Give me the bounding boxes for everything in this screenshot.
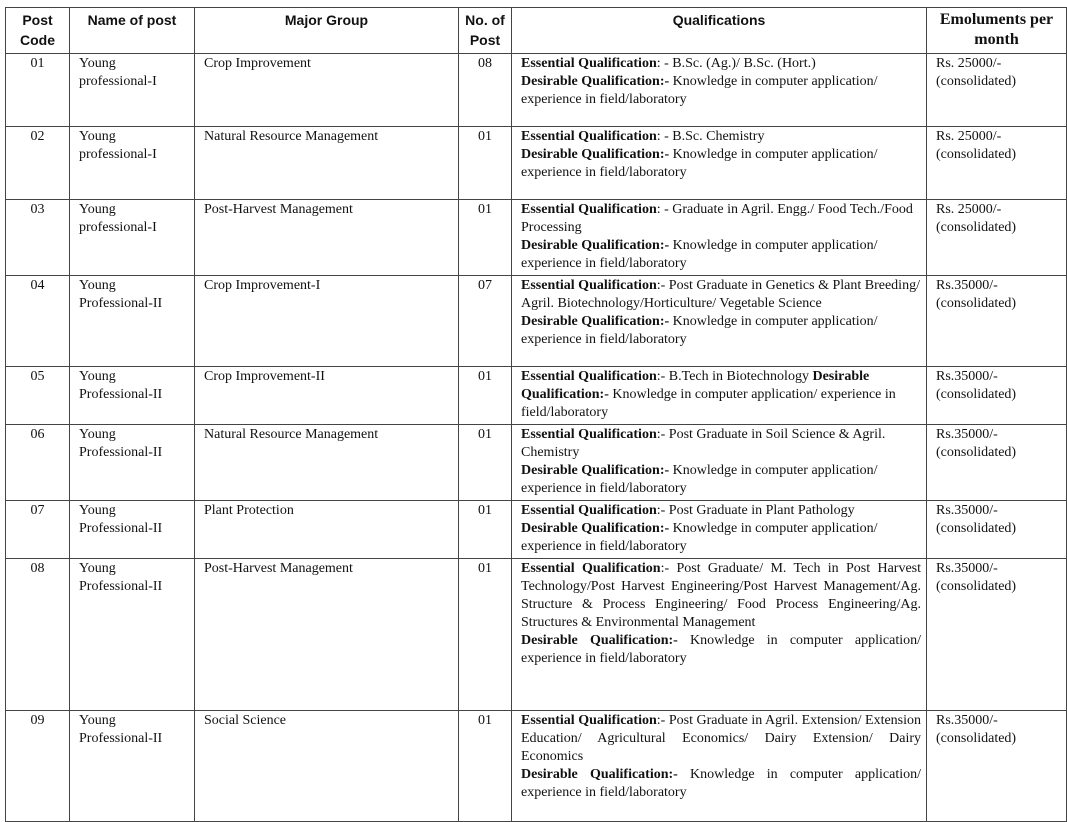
essential-text: :- Post Graduate/ M. Tech in Post Harvest Technology/Post Harvest Engineering/Post Harvest Management/Ag. Structure & Process Engineering/ Food Process Engineering/Ag. Structures & Environmental Management xyxy=(521,561,922,630)
qualification-cell xyxy=(512,425,927,501)
desirable-text: Knowledge in computer application/ experience in field/laboratory xyxy=(521,767,921,800)
table-row xyxy=(6,127,1067,200)
major-group-cell: Post-Harvest Management xyxy=(195,200,459,276)
essential-label: Essential Qualification xyxy=(521,278,657,293)
header-name-of-post: Name of post xyxy=(70,8,195,54)
desirable-text: Knowledge in computer application/ experience in field/laboratory xyxy=(521,314,878,347)
emolument-cell xyxy=(927,200,1067,276)
desirable-text: Knowledge in computer application/ experience in field/laboratory xyxy=(521,238,878,271)
pay-note: (consolidated) xyxy=(936,147,1017,162)
desirable-label: Desirable Qualification:- xyxy=(521,369,870,402)
major-group-cell: Natural Resource Management xyxy=(195,425,459,501)
emolument-cell xyxy=(927,276,1067,367)
major-group-cell: Crop Improvement-I xyxy=(195,276,459,367)
table-row xyxy=(6,367,1067,425)
table-row xyxy=(6,559,1067,711)
qualification-cell xyxy=(512,367,927,425)
post-code-cell: 02 xyxy=(6,127,70,200)
post-name-cell: Young professional-I xyxy=(70,54,195,127)
desirable-label: Desirable Qualification:- xyxy=(521,74,670,89)
post-name-cell: Young Professional-II xyxy=(70,425,195,501)
post-count-cell: 01 xyxy=(459,711,512,822)
desirable-text: Knowledge in computer application/ experience in field/laboratory xyxy=(521,521,878,554)
post-count-cell: 01 xyxy=(459,367,512,425)
desirable-label: Desirable Qualification:- xyxy=(521,147,670,162)
post-count-cell: 01 xyxy=(459,425,512,501)
qualification-cell xyxy=(512,559,927,711)
header-row xyxy=(6,8,1067,54)
post-count-cell: 01 xyxy=(459,559,512,711)
pay-note: (consolidated) xyxy=(936,387,1017,402)
pay-note: (consolidated) xyxy=(936,579,1017,594)
essential-text: : - Graduate in Agril. Engg./ Food Tech./Food Processing xyxy=(521,202,913,235)
pay-note: (consolidated) xyxy=(936,445,1017,460)
qualification-cell xyxy=(512,711,927,822)
pay-amount: Rs.35000/- xyxy=(936,713,998,728)
essential-label: Essential Qualification xyxy=(521,503,657,518)
post-name-cell: Young Professional-II xyxy=(70,367,195,425)
essential-label: Essential Qualification xyxy=(521,369,657,384)
header-no-of-post: No. of Post xyxy=(459,8,512,54)
table-row xyxy=(6,425,1067,501)
essential-label: Essential Qualification xyxy=(521,129,657,144)
pay-note: (consolidated) xyxy=(936,296,1017,311)
post-name-cell: Young Professional-II xyxy=(70,276,195,367)
desirable-text: Knowledge in computer application/ experience in field/laboratory xyxy=(521,463,878,496)
essential-text: :- Post Graduate in Agril. Extension/ Extension Education/ Agricultural Economics/ Dairy Extension/ Dairy Economics xyxy=(521,713,922,764)
table-row xyxy=(6,200,1067,276)
qualification-cell xyxy=(512,54,927,127)
desirable-text: Knowledge in computer application/ experience in field/laboratory xyxy=(521,147,878,180)
desirable-label: Desirable Qualification:- xyxy=(521,314,670,329)
post-code-cell: 08 xyxy=(6,559,70,711)
essential-label: Essential Qualification xyxy=(521,561,661,576)
post-count-cell: 01 xyxy=(459,200,512,276)
major-group-cell: Post-Harvest Management xyxy=(195,559,459,711)
emolument-cell xyxy=(927,711,1067,822)
essential-label: Essential Qualification xyxy=(521,713,657,728)
post-count-cell: 07 xyxy=(459,276,512,367)
major-group-cell: Crop Improvement xyxy=(195,54,459,127)
major-group-cell: Natural Resource Management xyxy=(195,127,459,200)
post-count-cell: 01 xyxy=(459,501,512,559)
pay-note: (consolidated) xyxy=(936,74,1017,89)
post-name-cell: Young Professional-II xyxy=(70,501,195,559)
post-code-cell: 06 xyxy=(6,425,70,501)
qualification-cell xyxy=(512,501,927,559)
major-group-cell: Social Science xyxy=(195,711,459,822)
post-name-cell: Young professional-I xyxy=(70,200,195,276)
pay-amount: Rs. 25000/- xyxy=(936,202,1002,217)
pay-amount: Rs. 25000/- xyxy=(936,56,1002,71)
emolument-cell xyxy=(927,501,1067,559)
desirable-text: Knowledge in computer application/ experience in field/laboratory xyxy=(521,633,921,666)
essential-text: :- Post Graduate in Soil Science & Agril. Chemistry xyxy=(521,427,886,460)
emolument-cell xyxy=(927,127,1067,200)
qualification-cell xyxy=(512,127,927,200)
post-name-cell: Young Professional-II xyxy=(70,559,195,711)
desirable-label: Desirable Qualification:- xyxy=(521,521,670,536)
post-code-cell: 04 xyxy=(6,276,70,367)
table-row xyxy=(6,276,1067,367)
desirable-label: Desirable Qualification:- xyxy=(521,767,678,782)
post-code-cell: 07 xyxy=(6,501,70,559)
pay-amount: Rs.35000/- xyxy=(936,278,998,293)
essential-text: :- Post Graduate in Plant Pathology xyxy=(656,503,855,518)
post-code-cell: 03 xyxy=(6,200,70,276)
major-group-cell: Crop Improvement-II xyxy=(195,367,459,425)
essential-label: Essential Qualification xyxy=(521,202,657,217)
pay-note: (consolidated) xyxy=(936,731,1017,746)
pay-amount: Rs.35000/- xyxy=(936,427,998,442)
emolument-cell xyxy=(927,54,1067,127)
desirable-text: Knowledge in computer application/ experience in field/laboratory xyxy=(521,74,878,107)
essential-text: :- Post Graduate in Genetics & Plant Breeding/ Agril. Biotechnology/Horticulture/ Vegetable Science xyxy=(521,278,920,311)
header-major-group: Major Group xyxy=(195,8,459,54)
table-row xyxy=(6,501,1067,559)
table-row xyxy=(6,54,1067,127)
header-qualifications: Qualifications xyxy=(512,8,927,54)
table-row xyxy=(6,711,1067,822)
pay-note: (consolidated) xyxy=(936,521,1017,536)
header-post-code: Post Code xyxy=(6,8,70,54)
post-name-cell: Young professional-I xyxy=(70,127,195,200)
essential-text: : - B.Sc. (Ag.)/ B.Sc. (Hort.) xyxy=(656,56,816,71)
pay-amount: Rs.35000/- xyxy=(936,369,998,384)
essential-label: Essential Qualification xyxy=(521,427,657,442)
post-count-cell: 01 xyxy=(459,127,512,200)
post-count-cell: 08 xyxy=(459,54,512,127)
emolument-cell xyxy=(927,425,1067,501)
essential-label: Essential Qualification xyxy=(521,56,657,71)
qualification-cell xyxy=(512,200,927,276)
desirable-label: Desirable Qualification:- xyxy=(521,463,670,478)
essential-text: :- B.Tech in Biotechnology xyxy=(656,369,813,384)
emolument-cell xyxy=(927,367,1067,425)
post-code-cell: 09 xyxy=(6,711,70,822)
desirable-label: Desirable Qualification:- xyxy=(521,238,670,253)
major-group-cell: Plant Protection xyxy=(195,501,459,559)
desirable-text: Knowledge in computer application/ experience in field/laboratory xyxy=(521,387,896,420)
post-code-cell: 05 xyxy=(6,367,70,425)
essential-text: : - B.Sc. Chemistry xyxy=(656,129,765,144)
posts-table xyxy=(5,7,1067,822)
header-emoluments: Emoluments per month xyxy=(927,8,1067,54)
pay-amount: Rs.35000/- xyxy=(936,561,998,576)
desirable-label: Desirable Qualification:- xyxy=(521,633,678,648)
post-name-cell: Young Professional-II xyxy=(70,711,195,822)
pay-amount: Rs. 25000/- xyxy=(936,129,1002,144)
post-code-cell: 01 xyxy=(6,54,70,127)
qualification-cell xyxy=(512,276,927,367)
emolument-cell xyxy=(927,559,1067,711)
pay-amount: Rs.35000/- xyxy=(936,503,998,518)
pay-note: (consolidated) xyxy=(936,220,1017,235)
